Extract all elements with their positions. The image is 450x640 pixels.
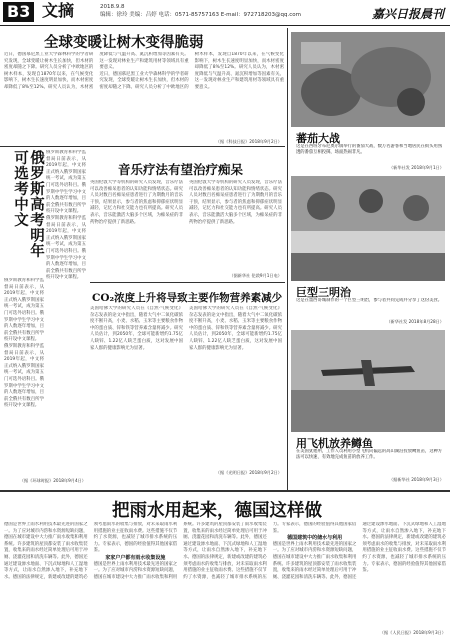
page-number: B3	[3, 2, 34, 22]
headline-russia: 俄罗斯高考明年可选考中文	[12, 150, 45, 259]
article-trees-text: 近日，德国慕尼黑工业大学森林科学的学者研究发现，全球变暖让树木生长加快，但木材的密度却随之下降。研究人员分析了中欧地区的树木样本，发现自1870年以来，在气候变化影响下，树木生长速度明显加快，而木材密度却降低了8%至12%。研究人员认为，木材密度降低与气温升高、氮沉积增加等因素有关。这一发现对林业生产和建筑用材等领域具有重要意义。	[4, 52, 189, 90]
headline-trees: 全球变暖让树木变得脆弱	[44, 34, 204, 51]
article-trees-source: （据《科技日报》2018年9月2日）	[215, 139, 282, 144]
article-co2-body	[90, 306, 282, 470]
article-russia-source: （据《环球时报》2018年9月4日）	[19, 478, 86, 483]
article-germany-text: 德国是世界上雨水利用技术最先进的国家之一。为了应对城市内涝和水资源短缺问题，德国在城市建设中大力推广雨水收集和利用系统。许多建筑的屋顶都安装了雨水收集装置，收集来的雨水经过简单处理后可用于冲厕、浇灌花园和清洗车辆等。此外，德国还通过建设渗水地面、下沉式绿地和人工湿地等方式，让雨水自然渗入地下，补充地下水。德国的法律规定，新建或改建的建筑必须考虑雨水的收集与排放，对未采取雨水利用措施的业主征收雨水费。这些措施不仅节约了水资源，也减轻了城市排水系统的压力。专家表示，德国的经验值得其他国家借鉴。	[4, 522, 178, 580]
section-title: 文摘	[42, 1, 75, 20]
box-sandwich-title: 巨型三明治	[296, 286, 351, 299]
article-germany-text-cont2: 德国是世界上雨水利用技术最先进的国家之一。为了应对城市内涝和水资源短缺问题，德国在城市建设中大力推广雨水收集和利用系统。许多建筑的屋顶都安装了雨水收集装置，收集来的雨水经过简单处理后可用于冲厕、浇灌花园和清洗车辆等。此外，德国还通过建设渗水地面、下沉式绿地和人工湿地等方式，让雨水自然渗入地下，补充地下水。德国的法律规定，新建或改建的建筑必须考虑雨水的收集与排放，对未采取雨水利用措施的业主征收雨水费。这些措施不仅节约了水资源，也减轻了城市排水系统的压力。专家表示，德国的经验值得其他国家借鉴。	[272, 522, 446, 580]
photo-tomato	[291, 32, 445, 127]
box-sandwich-caption: 这是在墨西哥城制作的一个巨型三明治，参与者共同完成并分享了这份美食。	[296, 298, 443, 303]
article-music-text-cont: 英国伦敦大学等机构的研究人员发现，音乐疗法可以改善痴呆患者的认知功能和情绪状态。研究人员对数百名痴呆症患者进行了为期数月的音乐干预，结果显示，参与者的焦虑和抑郁症状明显减轻，记忆力和社交能力也有所提高。研究人员表示，音乐能激活大脑多个区域，为痴呆症的非药物治疗提供了新思路。	[189, 180, 282, 225]
article-music-source: （据新华社 伦敦9月1日电）	[229, 273, 282, 278]
article-russia-body-left	[4, 278, 44, 478]
article-trees-body	[4, 52, 284, 138]
article-co2-text: 美国哈佛大学的研究人员在《自然·气候变化》杂志发表的论文中指出，随着大气中二氧化碳浓度不断升高，小麦、水稻、玉米等主要粮食作物中的蛋白质、锌和铁等营养素含量将减少。研究人员估计，到2050年，全球可能新增约1.75亿人缺锌、1.22亿人缺乏蛋白质，这对发展中国家人群的健康影响尤为显著。	[90, 306, 183, 351]
article-russia-text-left: 俄罗斯教育和科学监督局日前表示，从2019年起，中文将正式纳入俄罗斯国家统一考试，成为第五门可选外语科目。俄罗斯中学生学习中文的人数逐年增加，目前全俄共有数百所学校开设中文课程。	[4, 278, 44, 343]
article-russia-text-cont: 俄罗斯教育和科学监督局日前表示，从2019年起，中文将正式纳入俄罗斯国家统一考试，成为第五门可选外语科目。俄罗斯中学生学习中文的人数逐年增加，目前全俄共有数百所学校开设中文课程。	[46, 215, 86, 281]
box-plane-title: 用飞机放养鳟鱼	[296, 437, 373, 450]
article-trees-text-cont: 近日，德国慕尼黑工业大学森林科学的学者研究发现，全球变暖让树木生长加快，但木材的密度却随之下降。研究人员分析了中欧地区的树木样本，发现自1870年以来，在气候变化影响下，树木生长速度明显加快，而木材密度却降低了8%至12%。研究人员认为，木材密度降低与气温升高、氮沉积增加等因素有关。这一发现对林业生产和建筑用材等领域具有重要意义。	[99, 52, 284, 90]
headline-germany: 把雨水用起来，德国这样做	[112, 501, 322, 521]
photo-sandwich	[291, 176, 445, 281]
masthead-meta	[100, 4, 340, 19]
box-tomato-caption: 这是在西班牙布尼奥尔镇举行的番茄大战，数万名游客和当地居民在街头用熟透的番茄互相投掷，场面热闹非凡。	[296, 144, 443, 156]
article-russia-body	[46, 150, 86, 476]
article-germany-subhead-a: 家家户户都有雨水收集设施	[105, 554, 166, 561]
box-sandwich-source: （新华社发 2018年8月28日）	[386, 319, 444, 324]
article-music-body	[90, 180, 282, 272]
column-divider	[287, 28, 288, 490]
paper-name: 嘉兴日报晨刊	[371, 7, 444, 21]
article-russia-text: 俄罗斯教育和科学监督局日前表示，从2019年起，中文将正式纳入俄罗斯国家统一考试，成为第五门可选外语科目。俄罗斯中学生学习中文的人数逐年增加，目前全俄共有数百所学校开设中文课程。	[46, 150, 86, 215]
masthead	[0, 0, 450, 26]
divider-thick	[0, 490, 450, 492]
box-tomato-source: （新华社发 2018年9月1日）	[388, 165, 444, 170]
box-plane-source: （据新华社 2018年9月3日）	[388, 477, 444, 482]
article-co2-text-cont: 美国哈佛大学的研究人员在《自然·气候变化》杂志发表的论文中指出，随着大气中二氧化碳浓度不断升高，小麦、水稻、玉米等主要粮食作物中的蛋白质、锌和铁等营养素含量将减少。研究人员估计，到2050年，全球可能新增约1.75亿人缺锌、1.22亿人缺乏蛋白质，这对发展中国家人群的健康影响尤为显著。	[189, 306, 282, 351]
box-tomato-title: 蕃茄大战	[296, 132, 340, 145]
article-russia-text-left-cont: 俄罗斯教育和科学监督局日前表示，从2019年起，中文将正式纳入俄罗斯国家统一考试，成为第五门可选外语科目。俄罗斯中学生学习中文的人数逐年增加，目前全俄共有数百所学校开设中文课程。	[4, 343, 44, 409]
headline-co2: CO₂浓度上升将导致主要作物营养素减少	[92, 292, 283, 304]
article-germany-source: （据《人民日报》2018年9月3日）	[379, 630, 446, 635]
masthead-date: 2018.9.8	[100, 4, 125, 10]
divider	[0, 146, 285, 147]
masthead-editor-info: 编辑：徐玲 美编：吕婷 电话：0571-85757163 E-mail：972718203@qq.com	[100, 11, 301, 18]
box-plane-caption: 在美国犹他州，工作人员利用小型飞机向偏远的高山湖泊投放鳟鱼苗，这种方法可以快速、有效地完成鱼苗的放养工作。	[296, 449, 443, 461]
article-germany-body	[4, 522, 446, 634]
article-germany-subhead-b: 德国建筑中的储水与利用	[287, 535, 343, 542]
article-germany-text-cont: 德国是世界上雨水利用技术最先进的国家之一。为了应对城市内涝和水资源短缺问题，德国在城市建设中大力推广雨水收集和利用系统。许多建筑的屋顶都安装了雨水收集装置，收集来的雨水经过简单处理后可用于冲厕、浇灌花园和清洗车辆等。此外，德国还通过建设渗水地面、下沉式绿地和人工湿地等方式，让雨水自然渗入地下，补充地下水。德国的法律规定，新建或改建的建筑必须考虑雨水的收集与排放，对未采取雨水利用措施的业主征收雨水费。这些措施不仅节约了水资源，也减轻了城市排水系统的压力。专家表示，德国的经验值得其他国家借鉴。	[93, 522, 357, 580]
photo-plane	[291, 330, 445, 432]
article-co2-source: （据《光明日报》2018年9月2日）	[215, 470, 282, 475]
article-music-text: 英国伦敦大学等机构的研究人员发现，音乐疗法可以改善痴呆患者的认知功能和情绪状态。研究人员对数百名痴呆症患者进行了为期数月的音乐干预，结果显示，参与者的焦虑和抑郁症状明显减轻，记忆力和社交能力也有所提高。研究人员表示，音乐能激活大脑多个区域，为痴呆症的非药物治疗提供了新思路。	[90, 180, 183, 225]
headline-music: 音乐疗法有望治疗痴呆	[118, 162, 244, 177]
divider	[90, 282, 285, 283]
